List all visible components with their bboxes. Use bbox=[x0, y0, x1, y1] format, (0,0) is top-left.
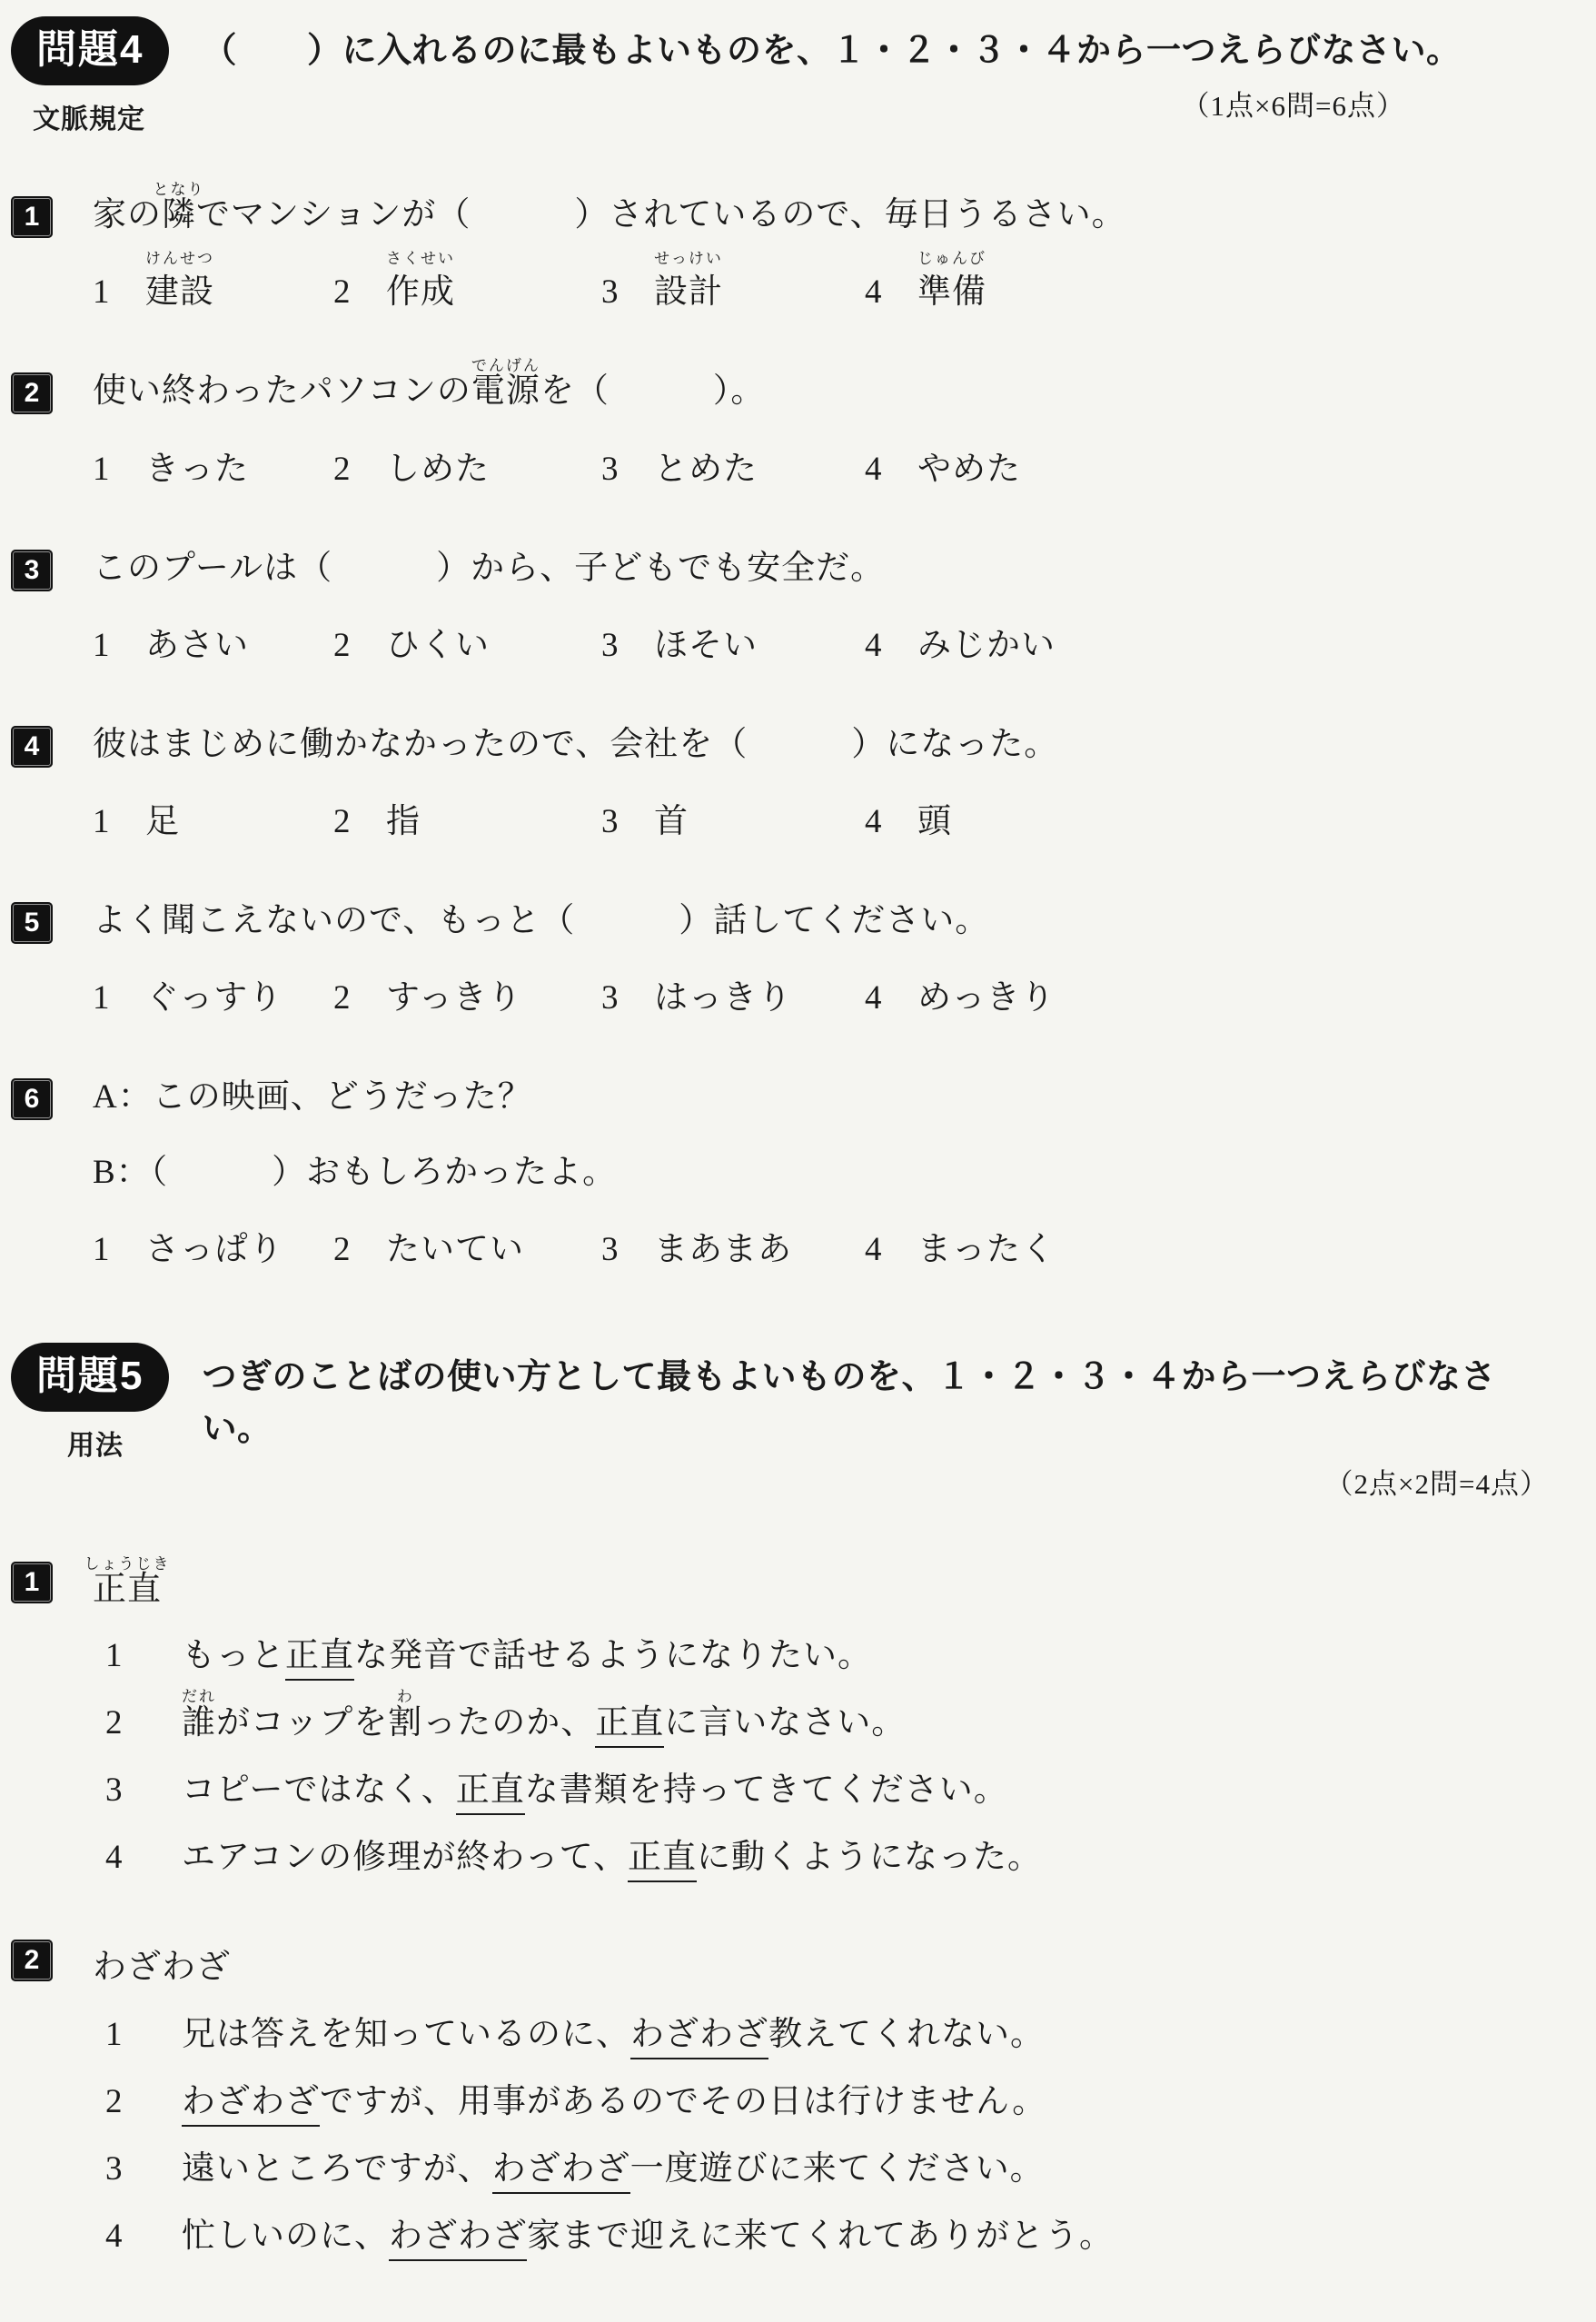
text-run: 首 bbox=[654, 803, 689, 840]
option-number: 4 bbox=[865, 273, 883, 312]
question-sentence bbox=[93, 711, 1560, 766]
question-2-block bbox=[11, 358, 1560, 489]
text-run: な発音で話せるようになりたい。 bbox=[354, 1637, 872, 1674]
text-run: さっぱり bbox=[145, 1230, 283, 1268]
option-number: 2 bbox=[333, 450, 352, 488]
option-3 bbox=[601, 617, 865, 666]
option-number: 1 bbox=[93, 273, 111, 312]
option-sentence bbox=[182, 2080, 1560, 2124]
furigana: けんせつ bbox=[145, 250, 214, 268]
option-number: 2 bbox=[333, 626, 352, 664]
problem5-category-label: 用法 bbox=[67, 1430, 124, 1461]
option-4 bbox=[865, 1221, 1560, 1270]
ruby-annotated-text bbox=[654, 250, 723, 313]
option-2 bbox=[333, 441, 601, 490]
text-run: 足 bbox=[145, 803, 180, 840]
option-number: 1 bbox=[105, 2015, 124, 2053]
option-text bbox=[386, 1231, 524, 1268]
text-run: めっきり bbox=[917, 979, 1056, 1017]
option-text bbox=[917, 803, 952, 840]
option-2 bbox=[333, 250, 601, 313]
option-text bbox=[386, 451, 490, 488]
text-run: でマンションが（ ）されているので、毎日うるさい。 bbox=[196, 196, 1126, 233]
option-text bbox=[917, 451, 1021, 488]
option-number: 3 bbox=[105, 2149, 124, 2188]
base-text: 設計 bbox=[654, 273, 723, 312]
text-run: 使い終わったパソコンの bbox=[93, 372, 471, 411]
text-run: 家の bbox=[93, 196, 162, 233]
text-run: がコップを bbox=[216, 1704, 389, 1742]
problem4-question-list bbox=[11, 182, 1560, 1270]
question-body bbox=[93, 888, 1560, 1018]
option-1 bbox=[93, 441, 333, 490]
target-word bbox=[84, 1547, 1560, 1611]
question-number-badge: 6 bbox=[11, 1078, 53, 1120]
text-run: このプールは（ ）から、子どもでも安全だ。 bbox=[93, 549, 886, 587]
problem5-instruction: つぎのことばの使い方として最もよいものを、１・２・３・４から一つえらびなさい。 bbox=[202, 1357, 1496, 1448]
text-run: きった bbox=[145, 450, 249, 488]
text-run: まあまあ bbox=[654, 1230, 792, 1268]
option-sentence bbox=[182, 1634, 1560, 1678]
question-sentence bbox=[93, 1139, 1560, 1194]
text-run: あさい bbox=[145, 626, 249, 664]
text-run: 一度遊びに来てください。 bbox=[629, 2149, 1045, 2188]
option-text bbox=[654, 803, 689, 840]
option-3 bbox=[93, 2148, 1560, 2191]
option-4 bbox=[865, 969, 1560, 1018]
underlined-word: 正直 bbox=[456, 1771, 525, 1815]
option-1 bbox=[93, 617, 333, 666]
text-run: B：（ ）おもしろかったよ。 bbox=[93, 1153, 618, 1191]
option-2 bbox=[333, 969, 601, 1018]
text-run: に動くようになった。 bbox=[697, 1839, 1043, 1877]
underlined-word: わざわざ bbox=[630, 2016, 768, 2059]
question-body bbox=[93, 1064, 1560, 1270]
ruby-annotated-text bbox=[153, 181, 205, 236]
option-text bbox=[917, 250, 986, 312]
text-run: に言いなさい。 bbox=[664, 1704, 907, 1742]
option-text bbox=[654, 627, 758, 664]
option-number: 4 bbox=[865, 1230, 883, 1268]
question-body bbox=[93, 535, 1560, 666]
text-run: 頭 bbox=[917, 803, 952, 840]
option-3 bbox=[601, 1221, 865, 1270]
option-text bbox=[654, 979, 792, 1017]
question-body bbox=[84, 1547, 1560, 1880]
question-number-badge: 3 bbox=[11, 550, 53, 591]
problem4-section bbox=[11, 16, 1560, 1270]
option-number: 1 bbox=[93, 979, 111, 1017]
option-text bbox=[654, 250, 723, 312]
text-run: よく聞こえないので、もっと（ ）話してください。 bbox=[93, 902, 990, 939]
furigana: わ bbox=[396, 1688, 414, 1706]
option-4 bbox=[865, 250, 1560, 313]
text-run: まったく bbox=[917, 1230, 1056, 1268]
option-number: 4 bbox=[865, 450, 883, 488]
problem5-header bbox=[11, 1343, 1560, 1502]
option-2 bbox=[333, 1221, 601, 1270]
option-1 bbox=[93, 969, 333, 1018]
option-text bbox=[145, 803, 180, 840]
option-number: 2 bbox=[105, 1704, 124, 1742]
question-body bbox=[93, 711, 1560, 842]
base-text: 誰 bbox=[182, 1704, 216, 1742]
question-sentence bbox=[93, 182, 1560, 236]
option-number: 1 bbox=[93, 803, 111, 840]
ruby-annotated-text bbox=[84, 1554, 171, 1611]
option-number: 3 bbox=[601, 626, 620, 664]
question-body bbox=[93, 182, 1560, 313]
problem5-question-list bbox=[11, 1547, 1560, 2258]
text-run: ほそい bbox=[654, 626, 758, 664]
furigana: せっけい bbox=[654, 250, 723, 268]
text-run: ったのか、 bbox=[422, 1704, 596, 1742]
option-sentence bbox=[182, 2215, 1560, 2258]
underlined-word: わざわざ bbox=[182, 2083, 320, 2127]
base-text: 作成 bbox=[386, 273, 455, 312]
option-text bbox=[654, 451, 758, 488]
option-3 bbox=[601, 793, 865, 842]
option-text bbox=[145, 250, 214, 312]
option-4 bbox=[93, 2215, 1560, 2258]
question-1-block bbox=[11, 182, 1560, 313]
option-number: 3 bbox=[601, 273, 620, 312]
problem5-instruction-column bbox=[202, 1343, 1560, 1502]
base-text: 割 bbox=[388, 1704, 423, 1742]
ruby-annotated-text bbox=[386, 250, 455, 313]
underlined-word: 正直 bbox=[628, 1839, 697, 1882]
option-2 bbox=[333, 617, 601, 666]
option-number: 2 bbox=[105, 2082, 124, 2120]
option-number: 4 bbox=[865, 979, 883, 1017]
ruby-annotated-text bbox=[917, 250, 986, 313]
option-1 bbox=[93, 2013, 1560, 2057]
text-run: もっと bbox=[182, 1637, 285, 1674]
option-2 bbox=[93, 1688, 1560, 1745]
options-row bbox=[93, 793, 1560, 842]
question-body bbox=[93, 358, 1560, 489]
word-question-2-block bbox=[11, 1925, 1560, 2258]
option-number: 1 bbox=[93, 450, 111, 488]
text-run: ひくい bbox=[386, 626, 490, 664]
text-run: 忙しいのに、 bbox=[182, 2217, 389, 2255]
furigana: さくせい bbox=[386, 250, 455, 268]
option-4 bbox=[865, 441, 1560, 490]
option-3 bbox=[93, 1769, 1560, 1812]
option-1 bbox=[93, 1634, 1560, 1678]
option-number: 4 bbox=[105, 2217, 124, 2255]
problem4-category-label: 文脈規定 bbox=[33, 104, 145, 134]
question-number-badge: 1 bbox=[11, 196, 53, 238]
question-number-badge: 2 bbox=[11, 1940, 53, 1981]
text-run: 彼はまじめに働かなかったので、会社を（ ）になった。 bbox=[93, 725, 1059, 763]
option-sentence bbox=[182, 2148, 1560, 2191]
option-number: 2 bbox=[333, 979, 352, 1017]
option-2 bbox=[333, 793, 601, 842]
problem4-badge-column bbox=[11, 16, 169, 136]
option-number: 3 bbox=[601, 1230, 620, 1268]
text-run: しめた bbox=[386, 450, 490, 488]
question-5-block bbox=[11, 888, 1560, 1018]
ruby-annotated-text bbox=[145, 250, 214, 313]
option-sentence bbox=[182, 1769, 1560, 1812]
text-run: エアコンの修理が終わって、 bbox=[182, 1839, 629, 1877]
options-row bbox=[93, 969, 1560, 1018]
text-run: たいてい bbox=[386, 1230, 524, 1268]
option-text bbox=[145, 451, 249, 488]
option-3 bbox=[601, 441, 865, 490]
base-text: 隣 bbox=[162, 196, 196, 233]
option-4 bbox=[865, 793, 1560, 842]
options-row bbox=[93, 617, 1560, 666]
base-text: 正直 bbox=[93, 1570, 162, 1608]
option-1 bbox=[93, 250, 333, 313]
text-run: みじかい bbox=[917, 626, 1056, 664]
furigana: でんげん bbox=[471, 357, 540, 375]
question-number-badge: 2 bbox=[11, 372, 53, 414]
text-run: ですが、用事があるのでその日は行けません。 bbox=[320, 2082, 1047, 2120]
ruby-annotated-text bbox=[471, 357, 540, 412]
problem4-instruction-column bbox=[202, 16, 1560, 124]
text-run: すっきり bbox=[386, 979, 522, 1017]
option-2 bbox=[93, 2080, 1560, 2124]
text-run: わざわざ bbox=[93, 1949, 231, 1987]
option-number: 1 bbox=[93, 1230, 111, 1268]
question-6-block bbox=[11, 1064, 1560, 1270]
problem5-badge-column bbox=[11, 1343, 169, 1463]
text-run: 遠いところですが、 bbox=[182, 2149, 492, 2188]
ruby-annotated-text bbox=[182, 1688, 216, 1745]
option-4 bbox=[93, 1836, 1560, 1880]
option-number: 4 bbox=[865, 803, 883, 840]
option-number: 3 bbox=[105, 1771, 124, 1810]
text-run: やめた bbox=[917, 450, 1021, 488]
base-text: 電源 bbox=[471, 372, 540, 411]
question-4-block bbox=[11, 711, 1560, 842]
text-run: を（ ）。 bbox=[540, 372, 766, 411]
options-row bbox=[93, 250, 1560, 313]
problem4-badge: 問題4 bbox=[11, 16, 169, 85]
text-run: A：この映画、どうだった？ bbox=[93, 1078, 532, 1116]
option-number: 4 bbox=[105, 1839, 124, 1877]
option-number: 4 bbox=[865, 626, 883, 664]
option-1 bbox=[93, 1221, 333, 1270]
option-text bbox=[917, 1231, 1056, 1268]
problem4-header bbox=[11, 16, 1560, 136]
furigana: となり bbox=[153, 181, 205, 198]
text-run: はっきり bbox=[654, 979, 792, 1017]
option-number: 3 bbox=[601, 803, 620, 840]
options-row bbox=[93, 441, 1560, 490]
text-run: ぐっすり bbox=[145, 979, 283, 1017]
option-text bbox=[145, 1231, 283, 1268]
options-row bbox=[93, 1221, 1560, 1270]
question-sentence bbox=[93, 888, 1560, 942]
option-text bbox=[386, 979, 522, 1017]
furigana: じゅんび bbox=[917, 250, 986, 268]
option-text bbox=[386, 250, 455, 312]
option-number: 2 bbox=[333, 803, 352, 840]
option-sentence bbox=[182, 1688, 1560, 1745]
problem5-section bbox=[11, 1343, 1560, 2258]
text-run: な書類を持ってきてください。 bbox=[524, 1771, 1008, 1810]
option-number: 2 bbox=[333, 273, 352, 312]
question-sentence bbox=[93, 358, 1560, 412]
underlined-word: 正直 bbox=[285, 1637, 354, 1681]
text-run: 教えてくれない。 bbox=[768, 2015, 1045, 2053]
option-number: 1 bbox=[105, 1637, 124, 1674]
option-text bbox=[386, 803, 421, 840]
question-number-badge: 4 bbox=[11, 726, 53, 768]
base-text: 準備 bbox=[917, 273, 986, 312]
text-run: 家まで迎えに来てくれてありがとう。 bbox=[527, 2217, 1114, 2255]
underlined-word: わざわざ bbox=[389, 2218, 527, 2261]
option-sentence bbox=[182, 1836, 1560, 1880]
option-text bbox=[917, 979, 1056, 1017]
underlined-word: 正直 bbox=[595, 1704, 664, 1748]
option-text bbox=[654, 1231, 792, 1268]
text-run: 指 bbox=[386, 803, 421, 840]
text-run: 兄は答えを知っているのに、 bbox=[182, 2015, 630, 2053]
question-sentence bbox=[93, 535, 1560, 590]
option-4 bbox=[865, 617, 1560, 666]
text-run: コピーではなく、 bbox=[182, 1771, 456, 1810]
target-word bbox=[93, 1925, 1560, 1989]
option-number: 1 bbox=[93, 626, 111, 664]
option-sentence bbox=[182, 2013, 1560, 2057]
word-question-1-block bbox=[11, 1547, 1560, 1880]
question-3-block bbox=[11, 535, 1560, 666]
base-text: 建設 bbox=[145, 273, 214, 312]
question-body bbox=[93, 1925, 1560, 2258]
furigana: だれ bbox=[182, 1688, 216, 1706]
underlined-word: わざわざ bbox=[492, 2150, 630, 2194]
problem4-points: （1点×6問=6点） bbox=[1181, 90, 1405, 122]
option-text bbox=[917, 627, 1056, 664]
question-sentence bbox=[93, 1064, 1560, 1118]
ruby-annotated-text bbox=[388, 1688, 423, 1745]
option-text bbox=[145, 627, 249, 664]
problem5-badge: 問題5 bbox=[11, 1343, 169, 1412]
problem4-instruction: （ ）に入れるのに最もよいものを、１・２・３・４から一つえらびなさい。 bbox=[202, 32, 1462, 70]
question-number-badge: 5 bbox=[11, 902, 53, 944]
option-3 bbox=[601, 250, 865, 313]
furigana: しょうじき bbox=[84, 1554, 171, 1573]
option-text bbox=[145, 979, 283, 1017]
question-number-badge: 1 bbox=[11, 1562, 53, 1603]
text-run: とめた bbox=[654, 450, 758, 488]
problem5-points: （2点×2問=4点） bbox=[1324, 1467, 1549, 1500]
option-number: 3 bbox=[601, 979, 620, 1017]
option-1 bbox=[93, 793, 333, 842]
option-text bbox=[386, 627, 490, 664]
option-number: 2 bbox=[333, 1230, 352, 1268]
option-number: 3 bbox=[601, 450, 620, 488]
option-3 bbox=[601, 969, 865, 1018]
